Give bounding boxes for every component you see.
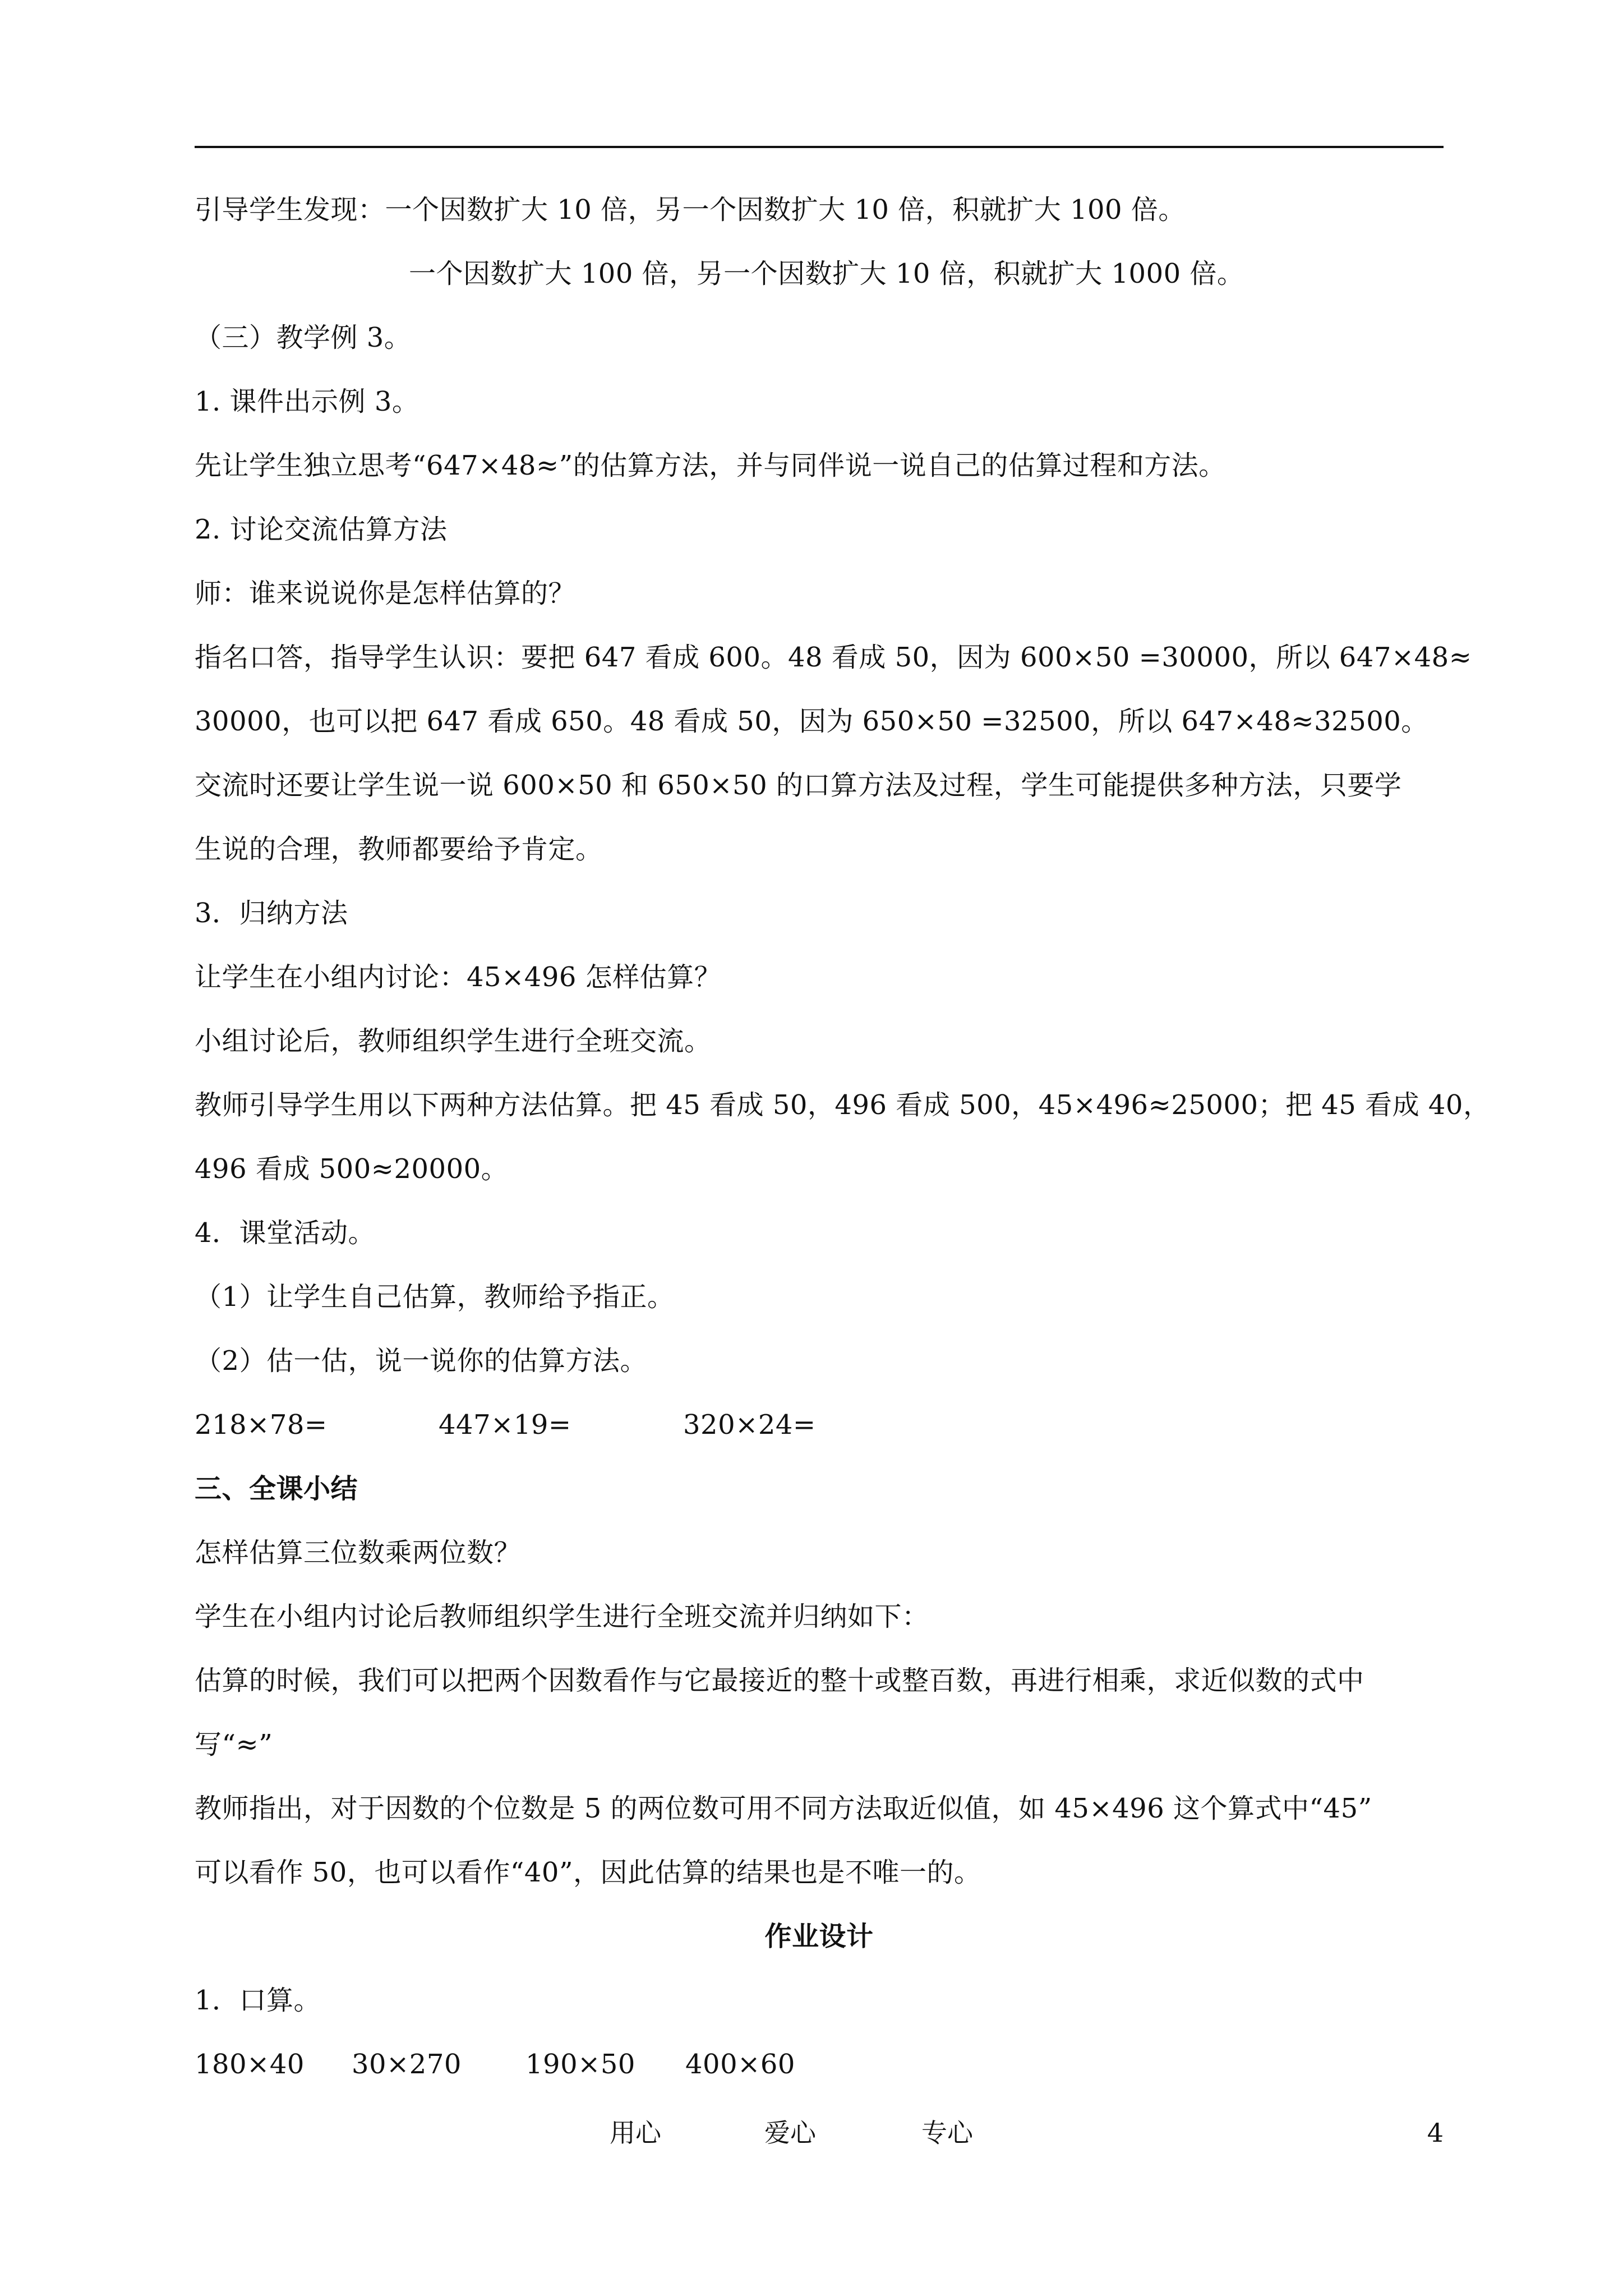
list-item: 4．课堂活动。 <box>195 1217 376 1249</box>
list-item: 1．口算。 <box>195 1985 321 2016</box>
expression: 30×270 <box>352 2049 462 2080</box>
paragraph: 496 看成 500≈20000。 <box>195 1153 509 1185</box>
paragraph: 指名口答，指导学生认识：要把 647 看成 600。48 看成 50，因为 600×50 =30000，所以 647×48≈ <box>195 642 1472 673</box>
footer-motto: 爱心 <box>764 2118 816 2148</box>
oral-expressions <box>195 2049 1444 2081</box>
paragraph: 引导学生发现：一个因数扩大 10 倍，另一个因数扩大 10 倍，积就扩大 100 倍。 <box>195 194 1186 226</box>
paragraph: 交流时还要让学生说一说 600×50 和 650×50 的口算方法及过程，学生可能提供多种方法，只要学 <box>195 770 1402 801</box>
list-item: 3．归纳方法 <box>195 898 348 929</box>
page-footer <box>195 2118 1444 2148</box>
expression: 180×40 <box>195 2049 305 2080</box>
list-item: （2）估一估，说一说你的估算方法。 <box>195 1345 648 1377</box>
expression: 400×60 <box>685 2049 795 2080</box>
paragraph: 写“≈” <box>195 1729 273 1760</box>
paragraph: 一个因数扩大 100 倍，另一个因数扩大 10 倍，积就扩大 1000 倍。 <box>409 258 1244 289</box>
paragraph: 教师指出，对于因数的个位数是 5 的两位数可用不同方法取近似值，如 45×496 这个算式中“45” <box>195 1793 1372 1824</box>
document-body <box>195 194 1491 2113</box>
page-number: 4 <box>1427 2118 1444 2148</box>
paragraph: 教师引导学生用以下两种方法估算。把 45 看成 50，496 看成 500，45×496≈25000；把 45 看成 40， <box>195 1089 1491 1121</box>
activity-expressions <box>195 1409 1444 1441</box>
homework-title: 作业设计 <box>764 1921 874 1952</box>
paragraph: 让学生在小组内讨论：45×496 怎样估算？ <box>195 961 722 993</box>
header-rule <box>195 146 1444 148</box>
paragraph: 师：谁来说说你是怎样估算的？ <box>195 578 576 609</box>
paragraph: 学生在小组内讨论后教师组织学生进行全班交流并归纳如下： <box>195 1601 929 1632</box>
list-item: （1）让学生自己估算，教师给予指正。 <box>195 1281 675 1313</box>
list-item: 1. 课件出示例 3。 <box>195 386 419 417</box>
paragraph: 小组讨论后，教师组织学生进行全班交流。 <box>195 1025 712 1057</box>
subsection-heading: （三）教学例 3。 <box>195 322 412 353</box>
expression: 320×24= <box>683 1409 816 1441</box>
footer-motto: 专心 <box>921 2118 973 2148</box>
paragraph: 生说的合理，教师都要给予肯定。 <box>195 834 603 865</box>
section-heading: 三、全课小结 <box>195 1473 358 1504</box>
paragraph: 怎样估算三位数乘两位数？ <box>195 1537 522 1568</box>
expression: 218×78= <box>195 1409 328 1441</box>
list-item: 2. 讨论交流估算方法 <box>195 514 448 545</box>
expression: 447×19= <box>439 1409 571 1441</box>
paragraph: 估算的时候，我们可以把两个因数看作与它最接近的整十或整百数，再进行相乘，求近似数的式中 <box>195 1665 1364 1696</box>
paragraph: 30000，也可以把 647 看成 650。48 看成 50，因为 650×50 =32500，所以 647×48≈32500。 <box>195 706 1428 737</box>
footer-motto: 用心 <box>610 2118 661 2148</box>
paragraph: 可以看作 50，也可以看作“40”，因此估算的结果也是不唯一的。 <box>195 1857 981 1888</box>
paragraph: 先让学生独立思考“647×48≈”的估算方法，并与同伴说一说自己的估算过程和方法。 <box>195 450 1226 481</box>
expression: 190×50 <box>525 2049 635 2080</box>
